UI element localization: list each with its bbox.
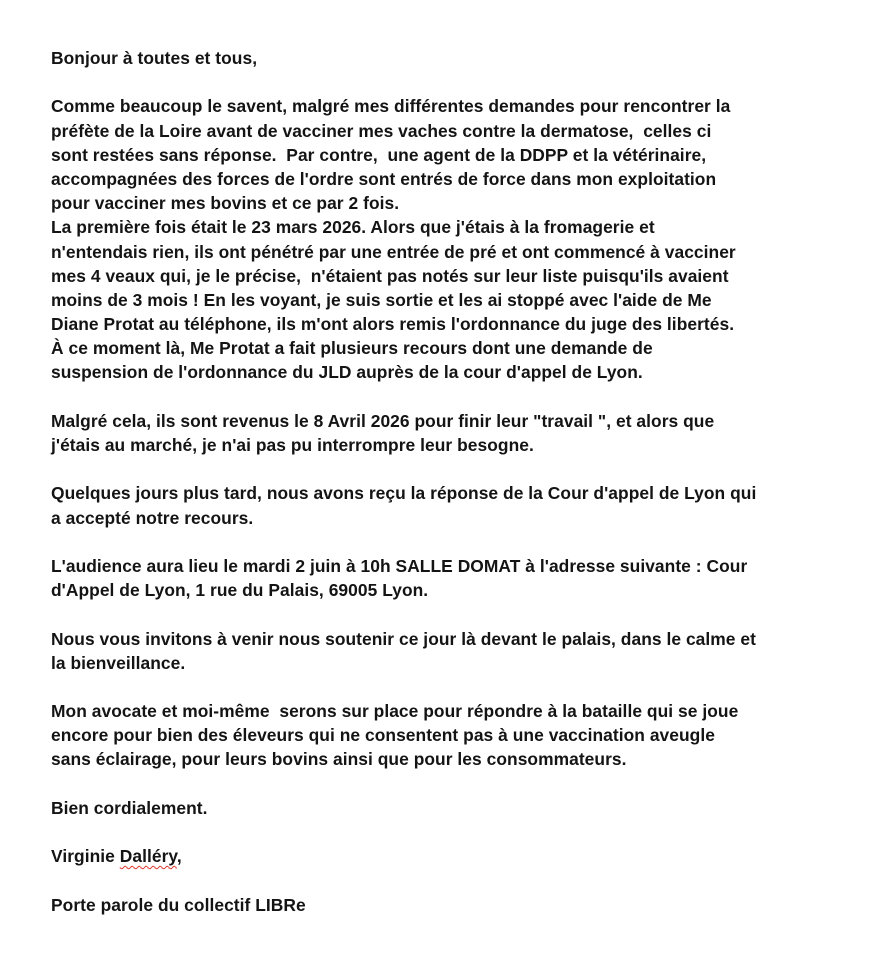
text-line: L'audience aura lieu le mardi 2 juin à 10h SALLE DOMAT à l'adresse suivante : Cour	[51, 555, 748, 576]
paragraph-gap	[51, 820, 871, 844]
text-line: À ce moment là, Me Protat a fait plusieurs recours dont une demande de	[51, 338, 653, 359]
paragraph-gap	[51, 772, 871, 796]
signatory-role: Porte parole du collectif LIBRe	[51, 894, 306, 915]
signature-last-name: Dalléry	[119, 846, 177, 867]
signature-first-name: Virginie	[51, 846, 120, 867]
letter-body	[51, 46, 871, 917]
text-line: La première fois était le 23 mars 2026. Alors que j'étais à la fromagerie et	[51, 217, 655, 238]
text-line: moins de 3 mois ! En les voyant, je suis sortie et les ai stoppé avec l'aide de Me	[51, 289, 712, 310]
paragraph-gap	[51, 457, 871, 481]
text-line: Quelques jours plus tard, nous avons reçu la réponse de la Cour d'appel de Lyon qui	[51, 483, 757, 504]
text-line: accompagnées des forces de l'ordre sont entrés de force dans mon exploitation	[51, 168, 717, 189]
text-line: a accepté notre recours.	[51, 507, 254, 528]
paragraph-5	[51, 627, 871, 675]
signature-suffix: ,	[176, 846, 182, 867]
paragraph-6	[51, 699, 871, 772]
paragraph-gap	[51, 70, 871, 94]
text-line: la bienveillance.	[51, 652, 186, 673]
text-line: préfète de la Loire avant de vacciner mes vaches contre la dermatose, celles ci	[51, 120, 712, 141]
paragraph-gap	[51, 868, 871, 892]
text-line: encore pour bien des éleveurs qui ne consentent pas à une vaccination aveugle	[51, 725, 715, 746]
text-line: Nous vous invitons à venir nous soutenir ce jour là devant le palais, dans le calme et	[51, 628, 756, 649]
text-line: sont restées sans réponse. Par contre, une agent de la DDPP et la vétérinaire,	[51, 144, 707, 165]
paragraph-3	[51, 481, 871, 529]
paragraph-4	[51, 554, 871, 602]
paragraph-gap	[51, 530, 871, 554]
text-line: suspension de l'ordonnance du JLD auprès de la cour d'appel de Lyon.	[51, 362, 643, 383]
closing: Bien cordialement.	[51, 797, 208, 818]
text-line: Malgré cela, ils sont revenus le 8 Avril 2026 pour finir leur "travail ", et alors que	[51, 410, 715, 431]
text-line: Mon avocate et moi-même serons sur place pour répondre à la bataille qui se joue	[51, 701, 739, 722]
text-line: j'étais au marché, je n'ai pas pu interrompre leur besogne.	[51, 435, 534, 455]
text-line: mes 4 veaux qui, je le précise, n'étaient pas notés sur leur liste puisqu'ils avaient	[51, 265, 729, 286]
paragraph-gap	[51, 602, 871, 626]
paragraph-gap	[51, 385, 871, 409]
paragraph-1	[51, 94, 871, 384]
text-line: n'entendais rien, ils ont pénétré par une entrée de pré et ont commencé à vacciner	[51, 241, 736, 262]
text-line: Diane Protat au téléphone, ils m'ont alors remis l'ordonnance du juge des libertés.	[51, 314, 735, 335]
text-line: d'Appel de Lyon, 1 rue du Palais, 69005 Lyon.	[51, 580, 429, 601]
text-line: sans éclairage, pour leurs bovins ainsi que pour les consommateurs.	[51, 749, 627, 770]
paragraph-gap	[51, 675, 871, 699]
greeting: Bonjour à toutes et tous,	[51, 48, 258, 68]
text-line: pour vacciner mes bovins et ce par 2 fois.	[51, 193, 400, 214]
paragraph-2	[51, 409, 871, 457]
signature	[51, 844, 871, 868]
text-line: Comme beaucoup le savent, malgré mes différentes demandes pour rencontrer la	[51, 96, 731, 117]
